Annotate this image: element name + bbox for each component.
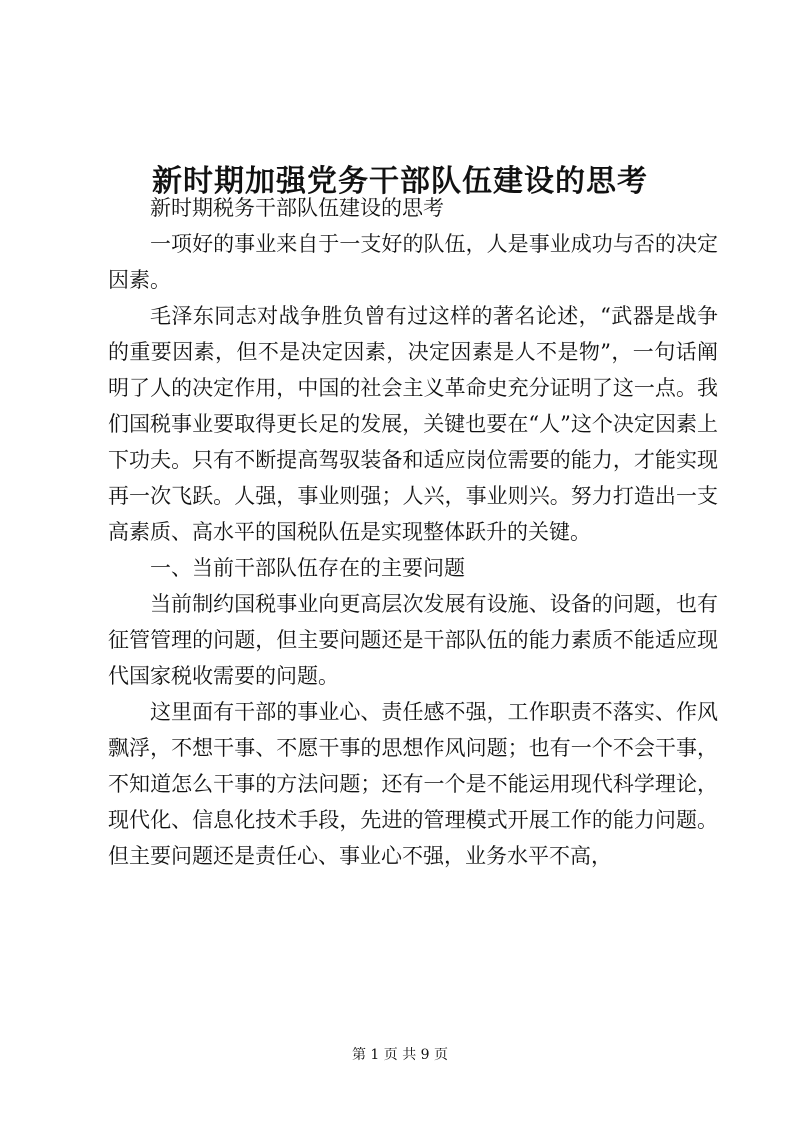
section-heading: 一、当前干部队伍存在的主要问题 <box>150 556 465 580</box>
body-paragraph: 当前制约国税事业向更高层次发展有设施、设备的问题，也有征管管理的问题，但主要问题还是干部队伍的能力素质不能适应现代国家税收需要的问题。 <box>108 592 718 688</box>
body-paragraph: 毛泽东同志对战争胜负曾有过这样的著名论述，“武器是战争的重要因素，但不是决定因素，决定因素是人不是物”，一句话阐明了人的决定作用，中国的社会主义革命史充分证明了这一点。我们国税事业要取得更长足的发展，关键也要在“人”这个决定因素上下功夫。只有不断提高驾驭装备和适应岗位需要的能力，才能实现再一次飞跃。人强，事业则强；人兴，事业则兴。努力打造出一支高素质、高水平的国税队伍是实现整体跃升的关键。 <box>108 304 718 544</box>
document-title: 新时期加强党务干部队伍建设的思考 <box>152 164 648 200</box>
document-body <box>108 190 718 874</box>
page-number-footer: 第 1 页 共 9 页 <box>351 1047 449 1063</box>
body-paragraph: 这里面有干部的事业心、责任感不强，工作职责不落实、作风飘浮，不想干事、不愿干事的思想作风问题；也有一个不会干事，不知道怎么干事的方法问题；还有一个是不能运用现代科学理论，现代化、信息化技术手段，先进的管理模式开展工作的能力问题。但主要问题还是责任心、事业心不强，业务水平不高， <box>108 700 718 868</box>
subtitle-paragraph: 新时期税务干部队伍建设的思考 <box>150 196 444 220</box>
body-paragraph: 一项好的事业来自于一支好的队伍，人是事业成功与否的决定因素。 <box>108 232 718 292</box>
